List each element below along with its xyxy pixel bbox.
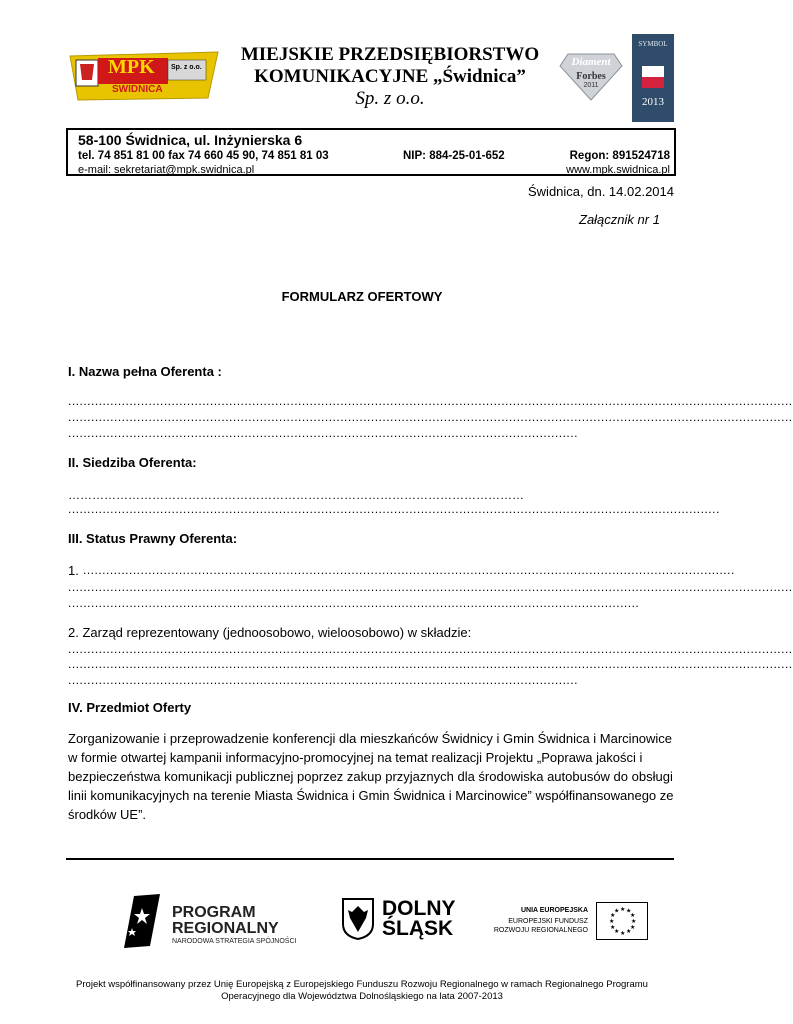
footer-line1: Projekt współfinansowany przez Unię Europejską z Europejskiego Funduszu Rozwoju Regionalnego w ramach Regionalnego Programu: [76, 979, 648, 990]
fill-line: .....................................................................................................................................: [68, 426, 578, 440]
email: e-mail: sekretariat@mpk.swidnica.pl: [78, 164, 255, 176]
program-regionalny-logo: [120, 890, 310, 950]
footer-divider: [66, 858, 674, 860]
badge-diament-title: Diament: [571, 56, 611, 68]
fill-line: ……………………………………………………………………………………………………: [68, 488, 524, 502]
fill-line: .............................................................................................................................................................................................: [68, 394, 793, 408]
slask-text: ŚLĄSK: [382, 917, 454, 940]
svg-text:★: ★: [630, 924, 636, 931]
company-line1: MIEJSKIE PRZEDSIĘBIORSTWO: [240, 44, 540, 65]
section-2-heading: II. Siedziba Oferenta:: [68, 455, 197, 470]
dolny-slask-logo: [342, 898, 454, 942]
company-name: [230, 44, 550, 110]
svg-text:★: ★: [620, 906, 626, 913]
form-title: FORMULARZ OFERTOWY: [281, 289, 443, 304]
footer-line2: Operacyjnego dla Województwa Dolnośląskiego na lata 2007-2013: [221, 991, 503, 1002]
svg-text:★: ★: [631, 918, 637, 925]
fill-line: .....................................................................................................................................: [68, 673, 578, 687]
footer-note: [40, 979, 684, 1003]
fill-line: .............................................................................................................................................................................................: [68, 580, 793, 594]
fill-line: .....................................................................................................................................................: [68, 596, 640, 610]
diament-forbes-badge: [560, 50, 622, 100]
symbol-2013-badge: [632, 34, 674, 122]
eu-logo: [492, 902, 652, 942]
attachment-label: Załącznik nr 1: [579, 212, 660, 227]
contact-box: [66, 128, 676, 176]
section-3-heading: III. Status Prawny Oferenta:: [68, 531, 238, 546]
badge-symbol-year: 2013: [642, 96, 664, 108]
ue-line2: EUROPEJSKI FUNDUSZ: [508, 918, 588, 925]
star-flag-icon: [120, 890, 164, 950]
logo-small-text: Sp. z o.o.: [171, 64, 202, 71]
eu-flag-icon: [596, 902, 648, 940]
svg-text:★: ★: [610, 912, 616, 919]
status-item-1-label: 1.: [68, 563, 79, 578]
regon: Regon: 891524718: [569, 150, 670, 162]
svg-text:★: ★: [609, 918, 615, 925]
section-1-heading: I. Nazwa pełna Oferenta :: [68, 364, 222, 379]
polish-flag-icon: [642, 66, 664, 88]
ue-line1: UNIA EUROPEJSKA: [520, 907, 588, 914]
svg-text:★: ★: [614, 907, 620, 915]
program-line1: PROGRAM: [172, 904, 256, 921]
nip: NIP: 884-25-01-652: [403, 150, 505, 162]
svg-text:★: ★: [630, 912, 636, 919]
fill-line: .............................................................................................................................................................................................: [68, 642, 793, 656]
section-4-heading: IV. Przedmiot Oferty: [68, 700, 192, 715]
dolny-text: DOLNY: [382, 897, 456, 920]
ue-line3: ROZWOJU REGIONALNEGO: [493, 927, 588, 934]
svg-text:★: ★: [614, 928, 620, 935]
address: 58-100 Świdnica, ul. Inżynierska 6: [78, 132, 303, 148]
fill-line: .............................................................................................................................................................................................: [68, 657, 793, 671]
company-line2: KOMUNIKACYJNE „Świdnica”: [254, 66, 526, 87]
eagle-crest-icon: [342, 898, 374, 940]
mpk-logo: [68, 50, 220, 102]
program-line2: REGIONALNY: [172, 920, 279, 937]
fill-line: ..........................................................................................................................................................................: [68, 502, 720, 516]
fill-line: ..........................................................................................................................................................................: [83, 563, 735, 577]
contact-row: [78, 150, 670, 162]
svg-text:★: ★: [626, 907, 632, 915]
svg-text:★: ★: [610, 924, 616, 931]
document-date: Świdnica, dn. 14.02.2014: [528, 184, 674, 199]
svg-text:★: ★: [620, 930, 626, 937]
web-row: [78, 164, 670, 176]
phone-fax: tel. 74 851 81 00 fax 74 660 45 90, 74 851 81 03: [78, 150, 329, 162]
website: www.mpk.swidnica.pl: [566, 164, 670, 176]
fill-line: .............................................................................................................................................................................................: [68, 410, 793, 424]
offer-subject-text: Zorganizowanie i przeprowadzenie konferencji dla mieszkańców Świdnicy i Gmin Świdnica i Marcinowice w formie otwartej kampanii informacyjno-promocyjnej na temat realizacji Projektu „Poprawa jakości i bezpieczeństwa komunikacji publicznej poprzez zakup przyjaznych dla środowiska autobusów do obsługi linii komunikacyjnych na terenie Miasta Świdnica i Gmin Świdnica i Marcinowice” współfinansowanego ze środków UE”.: [68, 731, 674, 822]
logo-city-text: ŚWIDNICA: [112, 84, 163, 95]
company-line3: Sp. z o.o.: [355, 88, 425, 109]
svg-text:★: ★: [626, 928, 632, 935]
badge-diament-subtitle: Forbes: [576, 71, 606, 82]
status-item-2-label: 2. Zarząd reprezentowany (jednoosobowo, wieloosobowo) w składzie:: [68, 625, 472, 640]
program-sub: NARODOWA STRATEGIA SPÓJNOŚCI: [172, 938, 297, 945]
badge-symbol-title: SYMBOL: [638, 40, 668, 48]
badge-diament-year: 2011: [583, 82, 599, 89]
logo-mpk-text: MPK: [108, 56, 155, 78]
